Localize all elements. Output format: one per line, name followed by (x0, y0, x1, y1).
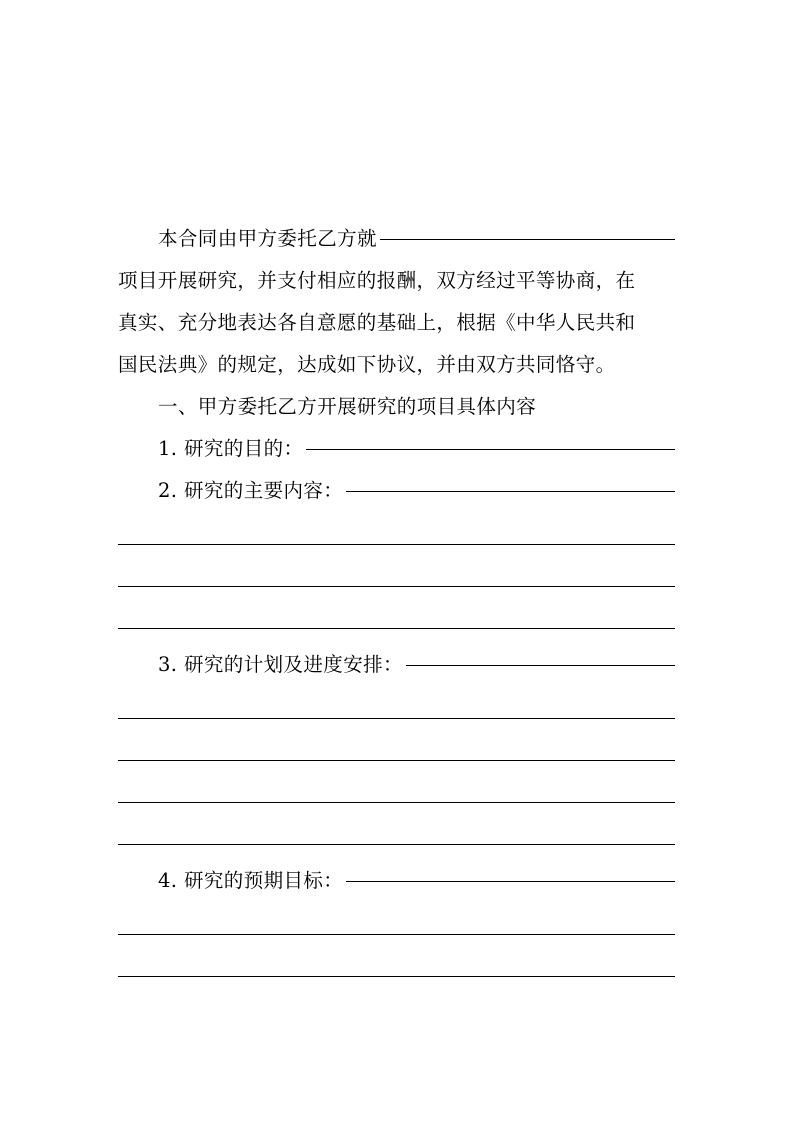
intro-text-line-3: 真实、充分地表达各自意愿的基础上，根据《中华人民共和 (118, 311, 636, 334)
item-1-blank[interactable] (306, 449, 675, 450)
item-2-blank[interactable] (346, 491, 675, 492)
item-3-row (118, 644, 675, 686)
rule (118, 586, 675, 587)
rule (118, 934, 675, 935)
item-4-label: 4. 研究的预期目标： (158, 869, 344, 892)
intro-paragraph-line-3 (118, 302, 675, 344)
item-2-writing-line[interactable] (118, 596, 675, 638)
intro-text-line-2: 项目开展研究，并支付相应的报酬，双方经过平等协商，在 (118, 269, 636, 292)
rule (118, 628, 675, 629)
rule (118, 760, 675, 761)
item-3-writing-line[interactable] (118, 770, 675, 812)
item-1-row (118, 428, 675, 470)
project-name-blank[interactable] (380, 239, 675, 240)
item-2-row (118, 470, 675, 512)
item-3-label: 3. 研究的计划及进度安排： (158, 653, 403, 676)
item-4-writing-line[interactable] (118, 944, 675, 986)
intro-paragraph-line-4 (118, 344, 675, 386)
rule (118, 718, 675, 719)
rule (118, 544, 675, 545)
intro-text-line-4: 国民法典》的规定，达成如下协议，并由双方共同恪守。 (118, 353, 616, 376)
intro-paragraph-line-2 (118, 260, 675, 302)
item-1-label: 1. 研究的目的： (158, 437, 304, 460)
item-4-row (118, 860, 675, 902)
item-3-writing-line[interactable] (118, 812, 675, 854)
section-one-title: 一、甲方委托乙方开展研究的项目具体内容 (158, 395, 537, 418)
section-heading-one (118, 386, 675, 428)
item-2-writing-line[interactable] (118, 512, 675, 554)
rule (118, 844, 675, 845)
item-3-writing-line[interactable] (118, 728, 675, 770)
intro-text-lead: 本合同由甲方委托乙方就 (158, 227, 377, 250)
document-body (118, 218, 675, 986)
item-2-writing-line[interactable] (118, 554, 675, 596)
item-2-label: 2. 研究的主要内容： (158, 479, 344, 502)
rule (118, 802, 675, 803)
item-4-writing-line[interactable] (118, 902, 675, 944)
intro-paragraph-line-1 (118, 218, 675, 260)
rule (118, 976, 675, 977)
item-4-blank[interactable] (346, 881, 675, 882)
item-3-blank[interactable] (406, 665, 675, 666)
item-3-writing-line[interactable] (118, 686, 675, 728)
